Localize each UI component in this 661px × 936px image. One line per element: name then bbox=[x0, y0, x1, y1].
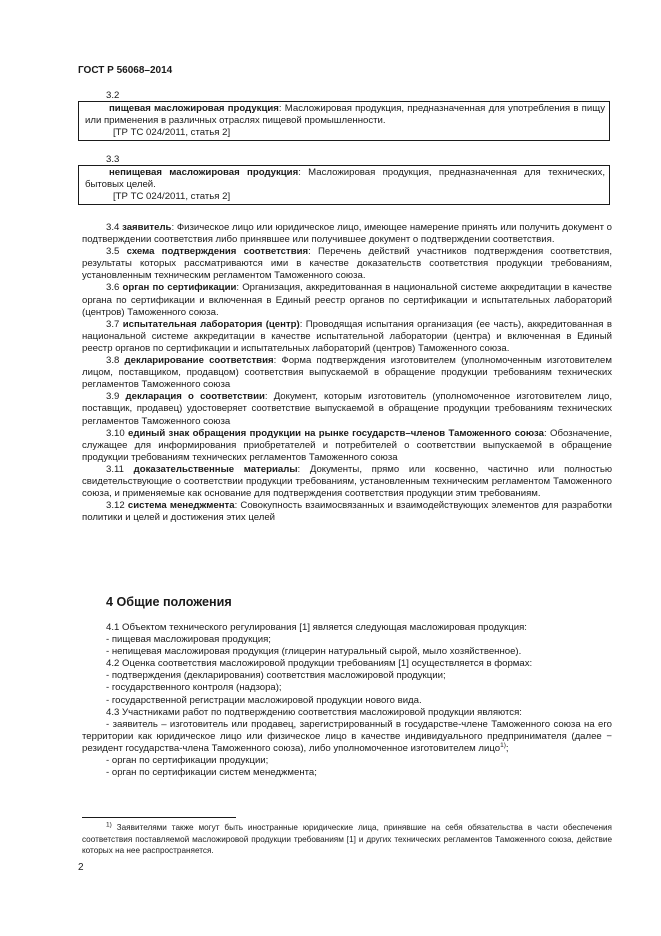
term-text: : Документ, которым изготовитель (уполномоченное изготовителем лицо, поставщик, продавец) удостоверяет соответствие выпускаемой в обращение продукции требованиям технических регламентов Таможенного союза bbox=[82, 391, 612, 427]
list-item: - государственной регистрации масложировой продукции нового вида. bbox=[106, 694, 422, 706]
term-name: декларирование соответствия bbox=[124, 355, 274, 367]
term-text: : Физическое лицо или юридическое лицо, имеющее намерение принять или получить документ о подтверждении соответствия либо принявшее или получившее документ о подтверждении соответствия. bbox=[82, 222, 613, 246]
term-name: доказательственные материалы bbox=[133, 463, 298, 475]
list-item: - пищевая масложировая продукция; bbox=[106, 634, 271, 646]
term-text: : Проводящая испытания организация (ее часть), аккредитованная в национальной системе аккредитации в качестве испытательной лаборатории (центра) и включенная в Единый реестр органов по сертификации и испытательных лабораторий (центров) Таможенного союза. bbox=[82, 318, 612, 354]
term-text: : Обозначение, служащее для информирования приобретателей и потребителей о соответствии выпускаемой в обращение продукции требованиям технических регламентов Таможенного союза bbox=[82, 427, 612, 463]
term-text: : Форма подтверждения изготовителем (уполномоченным изготовителем лицом, поставщиком, продавцом) соответствия выпускаемой в обращение продукции требованиям технических регламентов Таможенного союза bbox=[82, 355, 612, 391]
term-paragraph bbox=[82, 464, 612, 500]
applicant-end: ; bbox=[505, 742, 509, 754]
term-reference: [ТР ТС 024/2011, статья 2] bbox=[113, 191, 231, 203]
term-name: заявитель bbox=[122, 222, 172, 233]
term-name: орган по сертификации bbox=[122, 282, 237, 294]
footnote-divider bbox=[82, 817, 236, 818]
term-paragraph bbox=[82, 246, 612, 282]
term-paragraph bbox=[82, 282, 612, 318]
term-box bbox=[78, 165, 610, 205]
term-number: 3.10 bbox=[106, 427, 125, 439]
term-number: 3.7 bbox=[106, 318, 120, 330]
term-number: 3.2 bbox=[106, 90, 120, 101]
term-number: 3.5 bbox=[106, 246, 120, 258]
list-item: - орган по сертификации продукции; bbox=[106, 755, 269, 767]
term-number: 3.11 bbox=[106, 463, 124, 475]
term-paragraph bbox=[82, 355, 612, 391]
list-item: - орган по сертификации систем менеджмента; bbox=[106, 767, 317, 779]
footnote bbox=[82, 822, 612, 857]
term-paragraph bbox=[82, 319, 612, 355]
term-paragraph bbox=[82, 500, 612, 524]
list-item: 4.2 Оценка соответствия масложировой продукции требованиям [1] осуществляется в формах: bbox=[106, 658, 533, 670]
list-item: - непищевая масложировая продукция (глицерин натуральный сырой, мыло хозяйственное). bbox=[106, 646, 522, 658]
footnote-ref: 1) bbox=[500, 741, 506, 749]
term-definition bbox=[85, 103, 605, 127]
term-name: система менеджмента bbox=[127, 500, 235, 512]
term-number: 3.3 bbox=[106, 154, 120, 165]
term-name: непищевая масложировая продукция bbox=[109, 167, 299, 178]
term-text: : Совокупность взаимосвязанных и взаимодействующих элементов для разработки политики и целей и достижения этих целей bbox=[82, 500, 612, 524]
list-item: 4.3 Участниками работ по подтверждению соответствия масложировой продукции являются: bbox=[106, 706, 522, 718]
term-text: : Масложировая продукция, предназначенная для технических, бытовых целей. bbox=[85, 167, 605, 191]
section-heading: 4 Общие положения bbox=[106, 595, 232, 609]
document-header: ГОСТ Р 56068–2014 bbox=[78, 65, 173, 76]
page-number: 2 bbox=[78, 862, 84, 873]
list-item: - подтверждения (декларирования) соответствия масложировой продукции; bbox=[106, 670, 446, 682]
footnote-marker: 1) bbox=[106, 821, 112, 829]
section-body bbox=[82, 622, 612, 779]
list-item bbox=[82, 719, 612, 755]
term-text: : Организация, аккредитованная в национальной системе аккредитации в качестве органа по сертификации и включенная в Единый реестр органов по сертификации и испытательных лабораторий (центров) Таможенного союза. bbox=[82, 282, 612, 318]
term-name: схема подтверждения соответствия bbox=[126, 246, 309, 258]
term-name: декларация о соответствии bbox=[125, 391, 265, 403]
term-number: 3.4 bbox=[106, 222, 120, 233]
term-box bbox=[78, 101, 610, 141]
term-name: пищевая масложировая продукция bbox=[109, 103, 279, 114]
applicant-text: - заявитель – изготовитель или продавец, зарегистрированный в государстве-члене Таможенного союза на его территории как юридическое лицо или физическое лицо в качестве индивидуального предпринимателя (далее − резидент государства-члена Таможенного союза), либо уполномоченное изготовителем лицо bbox=[82, 718, 612, 754]
term-reference: [ТР ТС 024/2011, статья 2] bbox=[113, 127, 231, 139]
term-paragraph bbox=[82, 391, 612, 427]
term-number: 3.12 bbox=[106, 500, 125, 512]
footnote-text bbox=[82, 822, 612, 857]
term-paragraph bbox=[82, 222, 612, 246]
term-number: 3.8 bbox=[106, 355, 120, 367]
term-text: : Перечень действий участников подтверждения соответствия, результаты которых рассматриваются ими в качестве доказательств соответствия продукции требованиям, установленным техническим регламентом Таможенного союза. bbox=[82, 246, 612, 282]
list-item: - государственного контроля (надзора); bbox=[106, 682, 282, 694]
term-paragraph bbox=[82, 428, 612, 464]
term-text: : Документы, прямо или косвенно, частично или полностью свидетельствующие о соответствии продукции требованиям, установленным техническим регламентом Таможенного союза, и применяемые как основание для подтверждения соответствия продукции этим требованиям. bbox=[82, 463, 613, 500]
terms-list bbox=[82, 222, 612, 524]
term-name: единый знак обращения продукции на рынке государств–членов Таможенного союза bbox=[128, 427, 544, 439]
term-text: : Масложировая продукция, предназначенная для употребления в пищу или применения в различных отраслях пищевой промышленности. bbox=[85, 103, 605, 127]
term-number: 3.9 bbox=[106, 391, 120, 403]
list-item: 4.1 Объектом технического регулирования [1] является следующая масложировая продукция: bbox=[106, 622, 527, 633]
term-number: 3.6 bbox=[106, 282, 120, 294]
footnote-body: Заявителями также могут быть иностранные юридические лица, принявшие на себя обязательства в части обеспечения соответствия поставляемой масложировой продукции требованиям [1] и других технических регламентов Таможенного союза, действие которых на нее распространяется. bbox=[82, 823, 612, 856]
term-name: испытательная лаборатория (центр) bbox=[122, 318, 300, 330]
term-definition bbox=[85, 167, 605, 191]
